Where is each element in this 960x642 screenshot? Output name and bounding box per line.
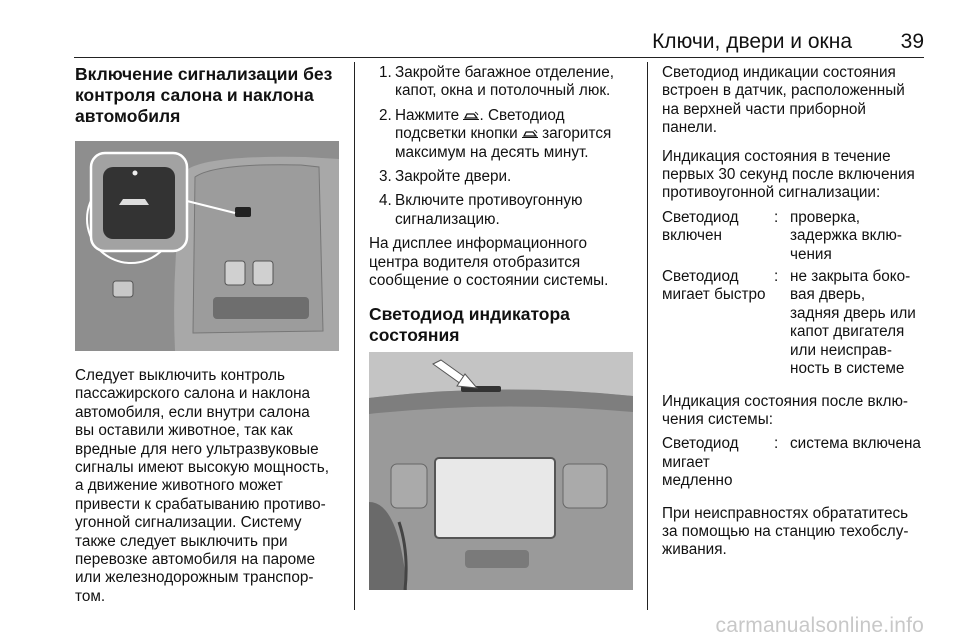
dashboard-photo	[369, 352, 633, 590]
table-row: Светодиод мигает быстро : не закрыта боко- вая дверь, задняя дверь или капот двигателя или неисправ- ность в системе	[662, 268, 916, 378]
steps-list	[369, 64, 633, 229]
column-divider-right	[647, 62, 648, 610]
header-rule	[74, 57, 924, 58]
section-heading: Включение сигнализации без контроля салона и наклона автомобиля	[75, 64, 333, 126]
list-item: 2. Нажмите . Светодиод подсветки кнопки загорится максимум на десять минут.	[379, 106, 612, 161]
overhead-console-photo	[75, 141, 339, 351]
running-header-title: Ключи, двери и окна	[652, 30, 852, 53]
page-number: 39	[900, 30, 924, 53]
first-30s-paragraph: Индикация состояния в течение первых 30 секунд после включения противоугонной сигнализации:	[662, 147, 915, 202]
table-row: Светодиод мигает медленно : система включена	[662, 435, 921, 490]
warning-paragraph: Следует выключить контроль пассажирского салона и наклона автомобиля, если внутри салона вы оставили животное, так как вредные для него ультразвуковые сигналы имеют высокую мощность, а движение животного может привести к срабатыванию противо- угонной сигнализации. Систему также следует выключить при перевозке автомобиля на пароме или железнодорожным транспор- том.	[75, 367, 329, 605]
table-row: Светодиод включен : проверка, задержка вклю- чения	[662, 208, 902, 263]
fault-paragraph: При неисправностях обрататитесь за помощью на станцию техобслу- живания.	[662, 504, 909, 559]
column-1	[75, 64, 341, 606]
intro-paragraph: Светодиод индикации состояния встроен в датчик, расположенный на верхней части приборной панели.	[662, 64, 905, 137]
status-table-2	[662, 435, 928, 490]
watermark: carmanualsonline.info	[715, 614, 924, 637]
list-item: 4. Включите противоугонную сигнализацию.	[379, 192, 583, 228]
section-heading: Светодиод индикатора состояния	[369, 304, 570, 346]
after-paragraph: Индикация состояния после вклю- чения системы:	[662, 392, 909, 428]
column-divider-left	[354, 62, 355, 610]
list-item: 1. Закройте багажное отделение, капот, окна и потолочный люк.	[379, 64, 614, 100]
car-alarm-icon	[522, 129, 538, 139]
display-paragraph: На дисплее информационного центра водителя отобразится сообщение о состоянии системы.	[369, 235, 609, 290]
column-2	[369, 64, 633, 590]
list-item: 3. Закройте двери.	[379, 168, 512, 186]
car-alarm-icon	[463, 111, 479, 121]
column-3	[662, 64, 928, 560]
status-table-1	[662, 209, 928, 379]
